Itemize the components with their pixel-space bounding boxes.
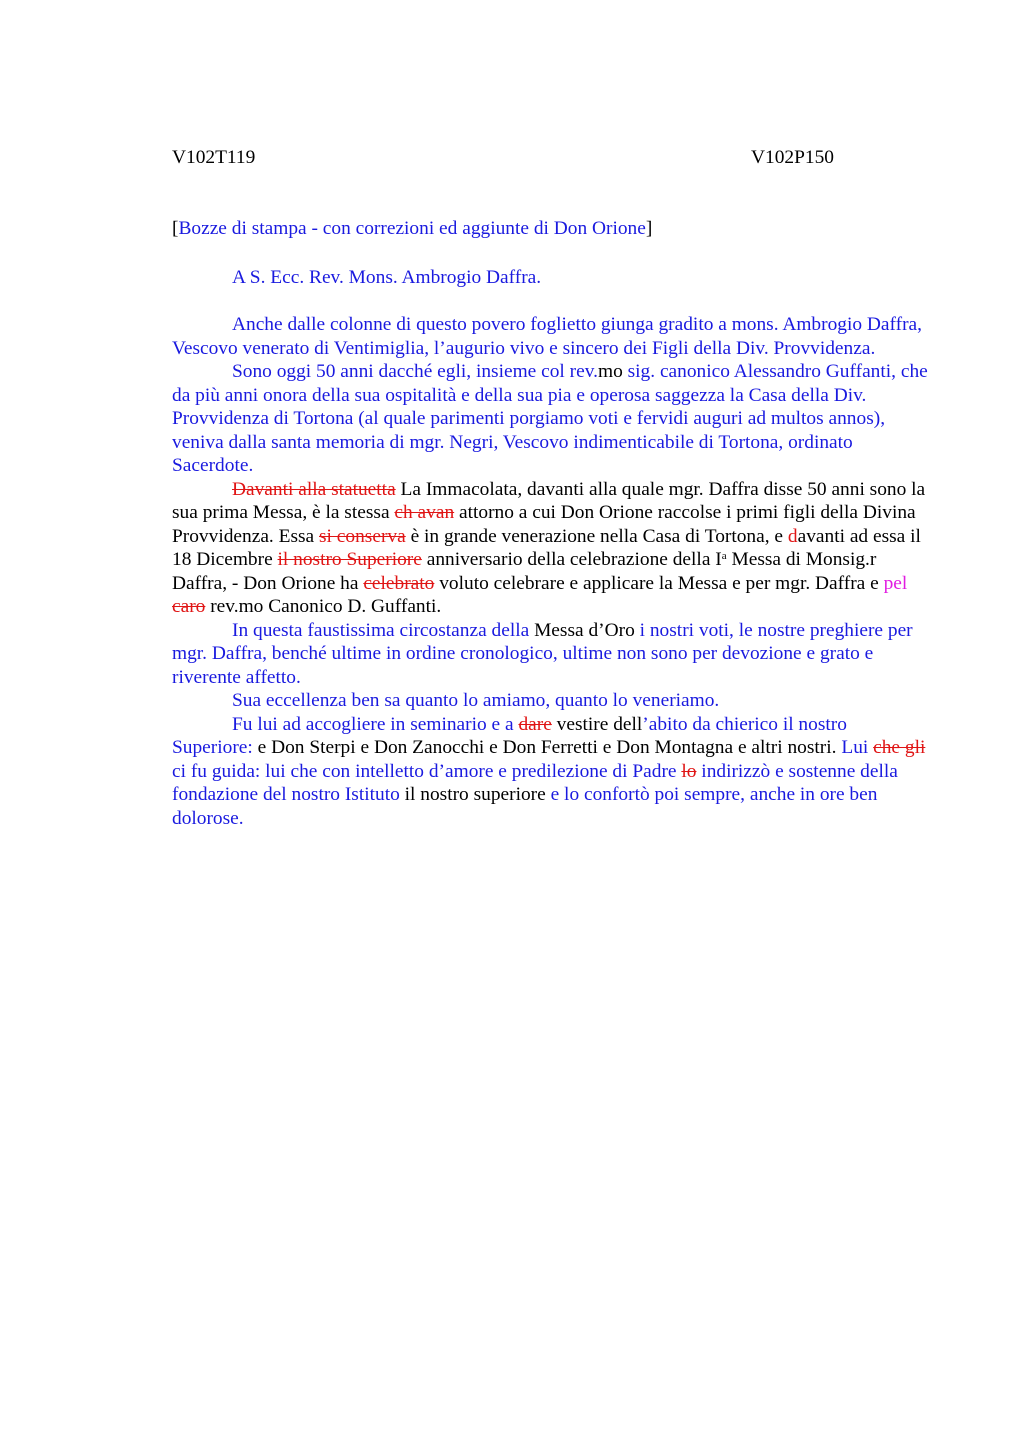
editorial-note [172, 217, 932, 241]
p6-text-b: vestire dell [551, 713, 643, 735]
document-code-left: V102T119 [172, 147, 256, 168]
document-code-right: V102P150 [751, 147, 834, 168]
p3-text-4: avanti ad essa il 18 Dicembre [172, 525, 921, 570]
superscript: a [721, 550, 727, 562]
deletion-3: si conserva [319, 525, 406, 547]
p2-text-a: Sono oggi 50 anni dacché egli, insieme col rev. [232, 361, 598, 382]
p6-text-f: ci fu guida: lui che con intelletto d’amore e predilezione di Padre [172, 760, 682, 782]
deletion-7: dare [518, 713, 552, 735]
p3-text-9: rev.mo Canonico D. Guffanti. [205, 596, 442, 617]
letter-body [172, 313, 932, 830]
p4-text-a: In questa faustissima circostanza della [232, 619, 530, 641]
p3-text-7: voluto celebrare e applicare la Messa e per mgr. Daffra e [434, 572, 884, 594]
paragraph-2 [172, 360, 932, 478]
p2-text-b: mo [598, 361, 623, 382]
p3-text-6: Messa di Monsig.r Daffra, - Don Orione ha [172, 549, 877, 594]
p2-text-c: sig. canonico Alessandro Guffanti, che da più anni onora della sua ospitalità e della sua pia e operosa saggezza la Casa della Div. Provvidenza di Tortona (al quale parimenti porgiamo voti e fervidi auguri ad multos annos), veniva dalla santa memoria di mgr. Negri, Vescovo indimenticabile di Tortona, ordinato Sacerdote. [172, 361, 928, 476]
p3-text-3: è in grande venerazione nella Casa di Tortona, e [405, 525, 788, 547]
p6-text-i: e lo confortò poi sempre, anche in ore ben dolorose. [172, 784, 878, 829]
deletion-4: il nostro Superiore [277, 549, 422, 570]
deletion-9: lo [681, 760, 697, 782]
p6-text-g: indirizzò e sostenne della fondazione del nostro Istituto [172, 760, 898, 805]
p6-text-a: Fu lui ad accogliere in seminario e a [232, 713, 519, 735]
p4-text-c: i nostri voti, le nostre preghiere per mgr. Daffra, benché ultime in ordine cronologico, ultime non sono per devozione e grato e riverente affetto. [172, 619, 913, 688]
note-text: Bozze di stampa - con correzioni ed aggiunte di Don Orione [178, 218, 646, 239]
correction-letter: d [787, 525, 798, 547]
deletion-1: Davanti alla statuetta [232, 478, 396, 500]
paragraph-4 [172, 619, 932, 690]
note-close-bracket: ] [645, 218, 653, 239]
paragraph-5: Sua eccellenza ben sa quanto lo amiamo, quanto lo veneriamo. [232, 690, 720, 711]
paragraph-1: Anche dalle colonne di questo povero foglietto giunga gradito a mons. Ambrogio Daffra, Vescovo venerato di Ventimiglia, l’augurio vivo e sincero dei Figli della Div. Provvidenza. [172, 314, 922, 359]
p3-text-1: La Immacolata, davanti alla quale mgr. Daffra disse 50 anni sono la sua prima Messa, è la stessa [172, 478, 926, 523]
dedication-text: A S. Ecc. Rev. Mons. Ambrogio Daffra. [232, 267, 542, 288]
p6-text-h: il nostro superiore [399, 784, 546, 805]
p3-text-2: attorno a cui Don Orione raccolse i primi figli della Divina Provvidenza. Essa [172, 502, 916, 547]
p6-text-e: Lui [836, 737, 874, 758]
deletion-8: che gli [873, 737, 926, 758]
deletion-6: caro [172, 596, 206, 617]
deletion-5: celebrato [363, 572, 435, 594]
note-open-bracket: [ [172, 218, 179, 239]
p4-text-b: Messa d’Oro [529, 619, 635, 641]
inserted-word: pel [883, 572, 908, 594]
p6-text-c: ’abito da chierico il nostro Superiore: [172, 713, 847, 758]
p3-text-5: anniversario della celebrazione della I [421, 549, 722, 570]
deletion-2: ch avan [394, 502, 455, 523]
paragraph-6 [172, 713, 932, 831]
dedication [172, 266, 932, 290]
p6-text-d: e Don Sterpi e Don Zanocchi e Don Ferretti e Don Montagna e altri nostri. [252, 737, 837, 758]
paragraph-3 [172, 478, 932, 619]
